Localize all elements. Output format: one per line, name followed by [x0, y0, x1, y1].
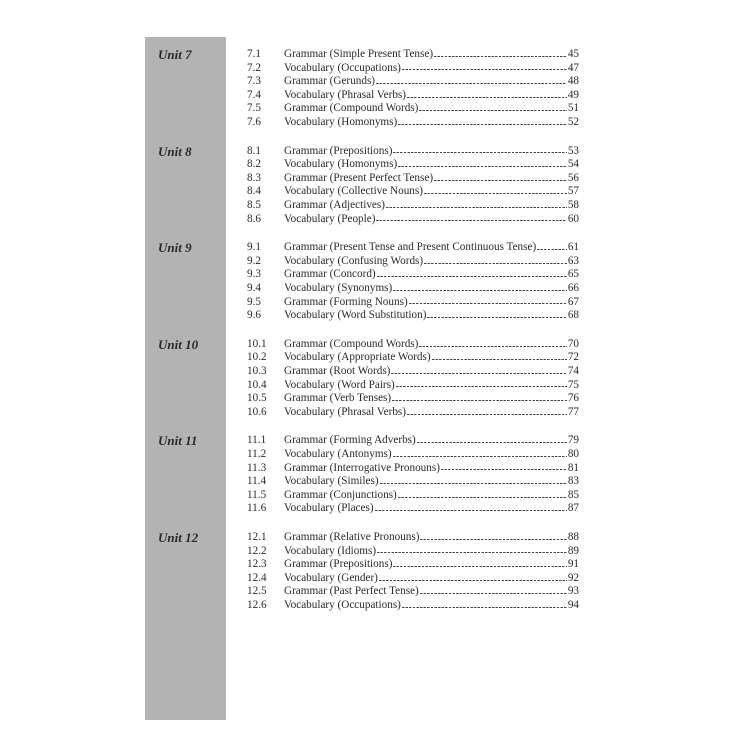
entry-title: Vocabulary (Occupations)	[284, 598, 401, 611]
toc-entry[interactable]	[247, 448, 579, 462]
toc-entry[interactable]	[247, 268, 579, 282]
entry-title: Grammar (Root Words)	[284, 364, 391, 377]
entry-number: 10.1	[247, 337, 267, 350]
entry-title: Vocabulary (Phrasal Verbs)	[284, 88, 406, 101]
unit-entries	[247, 48, 579, 130]
entry-page-number: 83	[567, 475, 579, 488]
entry-page-number: 45	[567, 48, 579, 60]
dot-leader	[441, 469, 567, 470]
entry-number: 9.1	[247, 241, 261, 254]
entry-number: 7.4	[247, 88, 261, 101]
dot-leader	[398, 124, 567, 125]
entry-title: Vocabulary (Word Pairs)	[284, 378, 395, 391]
entry-number: 12.4	[247, 571, 267, 584]
entry-title: Vocabulary (Word Substitution)	[284, 309, 427, 322]
dot-leader	[402, 607, 567, 608]
entry-page-number: 68	[567, 309, 579, 322]
entry-number: 12.5	[247, 585, 267, 598]
dot-leader	[398, 497, 567, 498]
entry-page-number: 57	[567, 185, 579, 198]
entry-page-number: 49	[567, 88, 579, 101]
dot-leader	[398, 166, 567, 167]
entry-number: 8.6	[247, 212, 261, 225]
entry-page-number: 80	[567, 447, 579, 460]
entry-title: Vocabulary (Homonyms)	[284, 115, 398, 128]
toc-entry[interactable]	[247, 599, 579, 613]
entry-number: 7.5	[247, 102, 261, 115]
entry-number: 10.2	[247, 351, 267, 364]
dot-leader	[432, 359, 567, 360]
entry-page-number: 85	[567, 488, 579, 501]
dot-leader	[420, 593, 567, 594]
toc-entry[interactable]	[247, 102, 579, 116]
entry-title: Vocabulary (Occupations)	[284, 61, 401, 74]
entry-number: 12.6	[247, 598, 267, 611]
toc-entry[interactable]	[247, 338, 579, 352]
dot-leader	[393, 566, 566, 567]
entry-page-number: 89	[567, 544, 579, 557]
unit-label: Unit 7	[158, 47, 192, 62]
toc-entry[interactable]	[247, 558, 579, 572]
toc-entry[interactable]	[247, 489, 579, 503]
entry-title: Vocabulary (Synonyms)	[284, 281, 393, 294]
dot-leader	[393, 152, 566, 153]
entry-number: 9.6	[247, 309, 261, 322]
toc-entry[interactable]	[247, 255, 579, 269]
entry-number: 7.3	[247, 75, 261, 88]
entry-page-number: 53	[567, 144, 579, 157]
entry-page-number: 65	[567, 268, 579, 281]
entry-number: 8.3	[247, 171, 261, 184]
unit-label: Unit 10	[158, 336, 199, 352]
toc-entry[interactable]	[247, 475, 579, 489]
toc-entry[interactable]	[247, 379, 579, 393]
entry-page-number: 48	[567, 75, 579, 88]
entry-number: 11.5	[247, 488, 267, 501]
dot-leader	[377, 276, 567, 277]
entry-title: Grammar (Simple Present Tense)	[284, 48, 434, 60]
toc-entry[interactable]	[247, 365, 579, 379]
entry-number: 9.2	[247, 254, 261, 267]
toc-entry[interactable]	[247, 434, 579, 448]
unit-entries	[247, 338, 579, 420]
entry-page-number: 75	[567, 378, 579, 391]
dot-leader	[427, 317, 566, 318]
entry-page-number: 87	[567, 502, 579, 515]
dot-leader	[377, 552, 567, 553]
entry-number: 11.3	[247, 461, 267, 474]
entry-page-number: 63	[567, 254, 579, 267]
entry-title: Vocabulary (Similes)	[284, 475, 379, 488]
entry-title: Grammar (Present Tense and Present Continuous Tense)	[284, 241, 537, 254]
unit-label: Unit 8	[158, 143, 192, 159]
unit-label: Unit 9	[158, 240, 192, 256]
entry-number: 12.2	[247, 544, 267, 557]
entry-number: 8.5	[247, 198, 261, 211]
toc-entry[interactable]	[247, 309, 579, 323]
dot-leader	[402, 69, 567, 70]
unit-entries	[247, 434, 579, 516]
dot-leader	[424, 263, 567, 264]
toc-entry[interactable]	[247, 462, 579, 476]
dot-leader	[391, 373, 566, 374]
dot-leader	[417, 442, 567, 443]
dot-leader	[393, 290, 567, 291]
unit-sidebar-band	[145, 37, 226, 720]
entry-title: Vocabulary (Appropriate Words)	[284, 351, 431, 364]
entry-title: Grammar (Adjectives)	[284, 198, 385, 211]
unit-entries	[247, 241, 579, 323]
unit-label: Unit 12	[158, 530, 199, 545]
entry-number: 9.5	[247, 295, 261, 308]
toc-entry[interactable]	[247, 585, 579, 599]
entry-number: 12.1	[247, 531, 267, 543]
entry-title: Vocabulary (Collective Nouns)	[284, 185, 423, 198]
toc-entry[interactable]	[247, 213, 579, 227]
entry-page-number: 77	[567, 405, 579, 418]
dot-leader	[379, 580, 567, 581]
dot-leader	[419, 110, 566, 111]
dot-leader	[392, 400, 567, 401]
entry-number: 11.1	[247, 434, 267, 447]
entry-page-number: 54	[567, 158, 579, 171]
toc-entry[interactable]	[247, 572, 579, 586]
entry-page-number: 60	[567, 212, 579, 225]
entry-title: Grammar (Prepositions)	[284, 144, 393, 157]
entry-page-number: 94	[567, 598, 579, 611]
entry-title: Grammar (Forming Adverbs)	[284, 434, 416, 447]
entry-title: Vocabulary (Places)	[284, 502, 374, 515]
toc-entry[interactable]	[247, 48, 579, 62]
entry-title: Grammar (Prepositions)	[284, 558, 393, 571]
entry-number: 8.1	[247, 144, 261, 157]
entry-page-number: 70	[567, 337, 579, 350]
dot-leader	[376, 83, 567, 84]
entry-number: 10.4	[247, 378, 267, 391]
dot-leader	[537, 249, 567, 250]
toc-entry[interactable]	[247, 406, 579, 420]
entry-title: Grammar (Interrogative Pronouns)	[284, 461, 440, 474]
toc-entry[interactable]	[247, 185, 579, 199]
entry-page-number: 51	[567, 102, 579, 115]
entry-title: Grammar (Relative Pronouns)	[284, 531, 420, 543]
entry-title: Grammar (Gerunds)	[284, 75, 376, 88]
entry-page-number: 91	[567, 558, 579, 571]
toc-entry[interactable]	[247, 531, 579, 545]
dot-leader	[380, 483, 567, 484]
entry-title: Vocabulary (Gender)	[284, 571, 378, 584]
toc-entry[interactable]	[247, 158, 579, 172]
entry-number: 9.4	[247, 281, 261, 294]
entry-number: 11.2	[247, 447, 267, 460]
entry-number: 7.6	[247, 115, 261, 128]
unit-entries	[247, 531, 579, 613]
entry-page-number: 74	[567, 364, 579, 377]
entry-number: 10.3	[247, 364, 267, 377]
entry-number: 7.2	[247, 61, 261, 74]
entry-number: 9.3	[247, 268, 261, 281]
entry-title: Grammar (Verb Tenses)	[284, 392, 392, 405]
entry-title: Vocabulary (Confusing Words)	[284, 254, 424, 267]
entry-page-number: 66	[567, 281, 579, 294]
toc-entry[interactable]	[247, 351, 579, 365]
entry-page-number: 79	[567, 434, 579, 447]
toc-entry[interactable]	[247, 241, 579, 255]
toc-entry[interactable]	[247, 282, 579, 296]
entry-page-number: 92	[567, 571, 579, 584]
unit-entries	[247, 145, 579, 227]
entry-title: Vocabulary (Antonyms)	[284, 447, 392, 460]
dot-leader	[407, 97, 567, 98]
entry-title: Grammar (Concord)	[284, 268, 376, 281]
toc-entry[interactable]	[247, 62, 579, 76]
dot-leader	[376, 220, 566, 221]
dot-leader	[386, 207, 567, 208]
toc-entry[interactable]	[247, 89, 579, 103]
entry-title: Vocabulary (Homonyms)	[284, 158, 398, 171]
entry-page-number: 56	[567, 171, 579, 184]
toc-entry[interactable]	[247, 199, 579, 213]
entry-page-number: 88	[567, 531, 579, 543]
dot-leader	[375, 510, 567, 511]
entry-number: 11.4	[247, 475, 267, 488]
dot-leader	[419, 346, 566, 347]
entry-title: Grammar (Compound Words)	[284, 337, 419, 350]
entry-number: 8.2	[247, 158, 261, 171]
dot-leader	[420, 539, 566, 540]
toc-entry[interactable]	[247, 502, 579, 516]
toc-entry[interactable]	[247, 145, 579, 159]
dot-leader	[424, 193, 567, 194]
dot-leader	[393, 456, 567, 457]
entry-page-number: 61	[567, 241, 579, 254]
unit-label: Unit 11	[158, 433, 198, 449]
entry-title: Grammar (Past Perfect Tense)	[284, 585, 419, 598]
entry-page-number: 81	[567, 461, 579, 474]
entry-number: 10.6	[247, 405, 267, 418]
dot-leader	[434, 56, 567, 57]
dot-leader	[396, 386, 567, 387]
toc-entry[interactable]	[247, 172, 579, 186]
toc-entry[interactable]	[247, 116, 579, 130]
entry-number: 11.6	[247, 502, 267, 515]
entry-number: 10.5	[247, 392, 267, 405]
entry-page-number: 76	[567, 392, 579, 405]
entry-page-number: 52	[567, 115, 579, 128]
entry-number: 7.1	[247, 48, 261, 60]
entry-page-number: 58	[567, 198, 579, 211]
entry-title: Vocabulary (Phrasal Verbs)	[284, 405, 406, 418]
toc-entry[interactable]	[247, 75, 579, 89]
toc-entry[interactable]	[247, 296, 579, 310]
dot-leader	[409, 303, 567, 304]
entry-page-number: 47	[567, 61, 579, 74]
entry-title: Vocabulary (People)	[284, 212, 376, 225]
entry-page-number: 67	[567, 295, 579, 308]
entry-page-number: 72	[567, 351, 579, 364]
toc-entry[interactable]	[247, 545, 579, 559]
entry-title: Grammar (Compound Words)	[284, 102, 419, 115]
entry-title: Vocabulary (Idioms)	[284, 544, 377, 557]
entry-number: 8.4	[247, 185, 261, 198]
entry-title: Grammar (Conjunctions)	[284, 488, 397, 501]
dot-leader	[407, 414, 567, 415]
dot-leader	[434, 180, 567, 181]
toc-entry[interactable]	[247, 392, 579, 406]
entry-title: Grammar (Present Perfect Tense)	[284, 171, 434, 184]
entry-title: Grammar (Forming Nouns)	[284, 295, 408, 308]
entry-number: 12.3	[247, 558, 267, 571]
entry-page-number: 93	[567, 585, 579, 598]
